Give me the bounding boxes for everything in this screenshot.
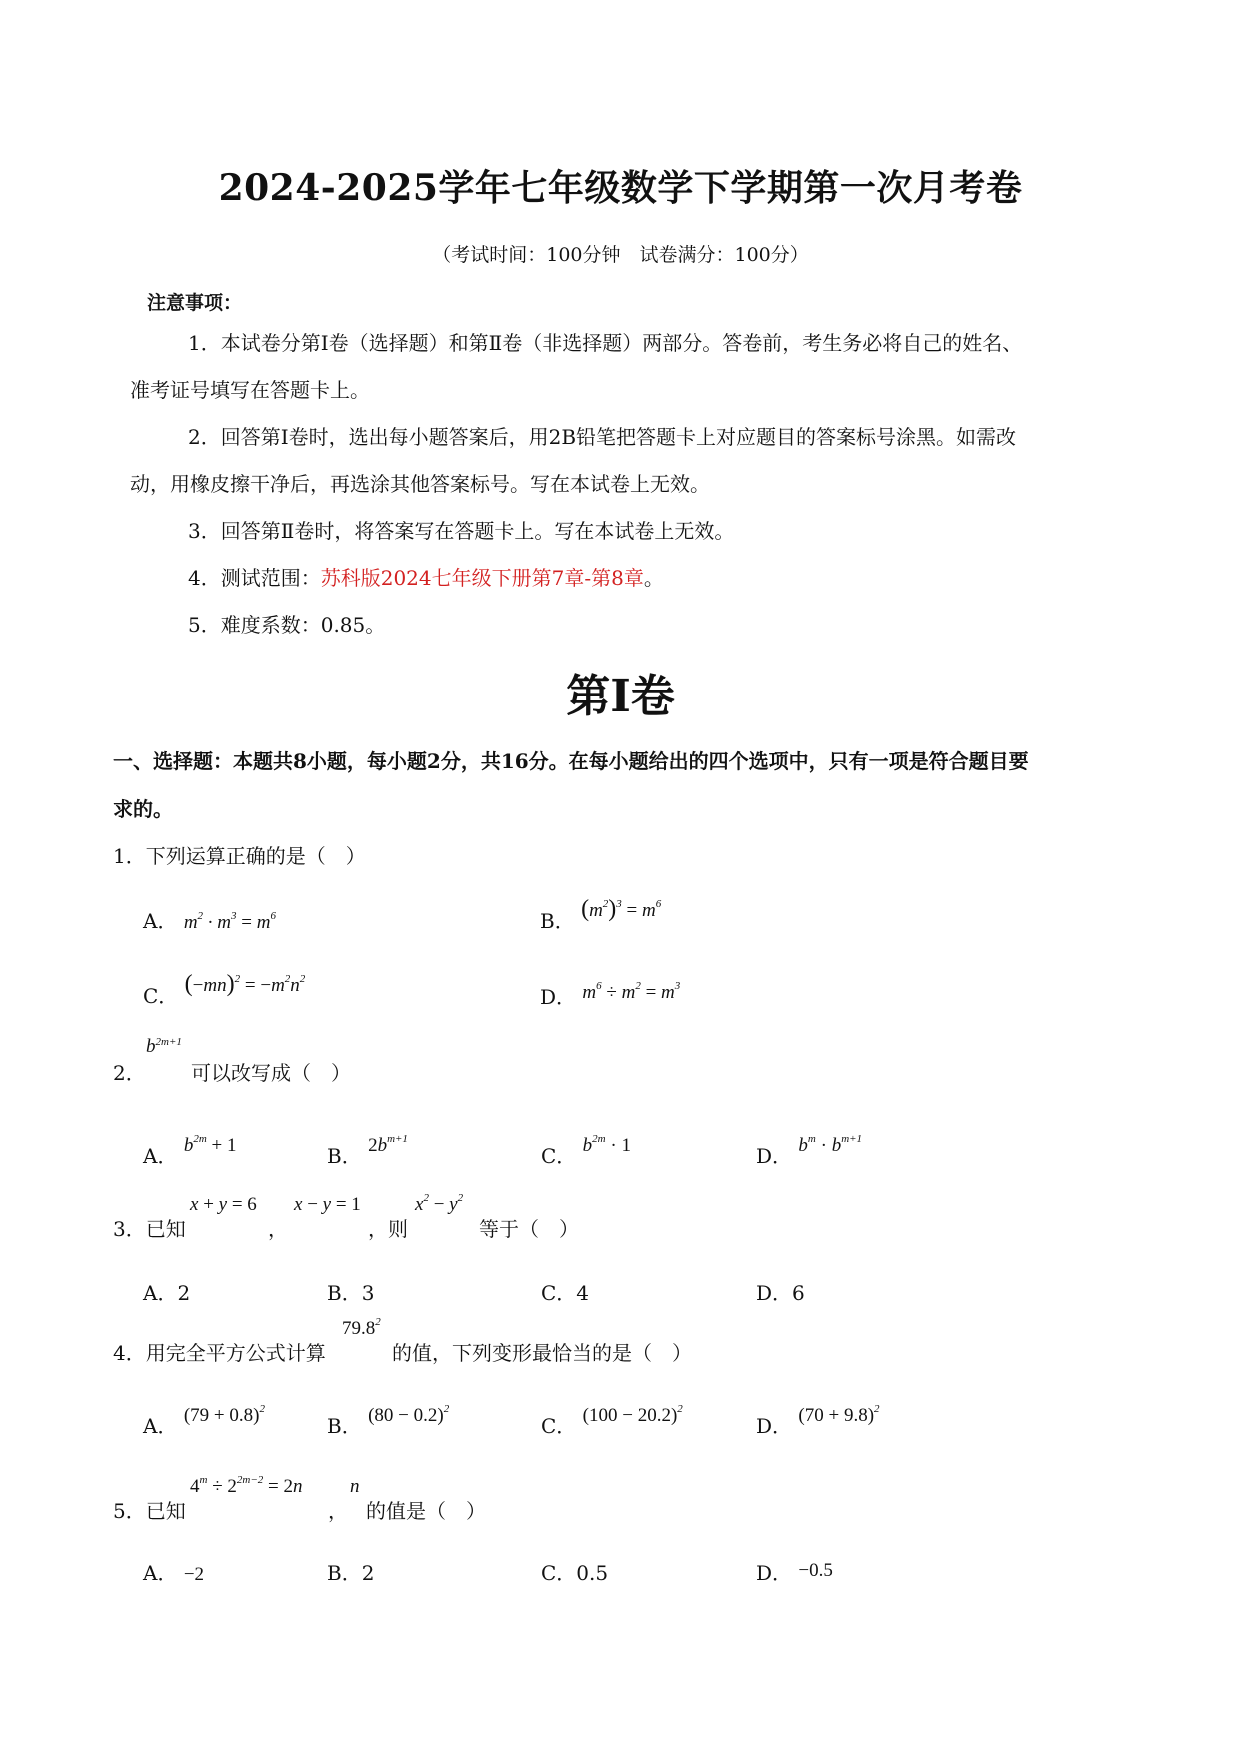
q4-option-b (327, 1398, 450, 1438)
q2-option-a-label: A． (143, 1144, 178, 1168)
q4-option-a-label: A． (143, 1414, 178, 1438)
q1-stem: 1．下列运算正确的是（ ） (113, 844, 366, 868)
q2-option-b-label: B． (327, 1144, 362, 1168)
q1-option-d-label: D． (540, 985, 577, 1009)
q3-prefix: 3．已知 (113, 1217, 186, 1241)
section-heading-line-2: 求的。 (113, 797, 173, 821)
q1-option-a (143, 905, 276, 934)
notes-heading: 注意事项： (147, 292, 243, 314)
q1-option-a-label: A． (143, 909, 178, 933)
q3-option-d: D．6 (756, 1281, 805, 1305)
q3-expression: $x^2 - y^2$ (415, 1192, 464, 1215)
q5-option-b: B．2 (327, 1561, 375, 1585)
q5-prefix: 5．已知 (113, 1499, 186, 1523)
q3-tail: 等于（ ） (479, 1217, 579, 1241)
q4-option-a-math: $(79 + 0.8)^2$ (183, 1403, 265, 1426)
q3-option-b: B．3 (327, 1281, 375, 1305)
q4-option-b-math: $(80 - 0.2)^2$ (368, 1403, 450, 1426)
test-scope: 苏科版2024七年级下册第7章-第8章 (320, 566, 644, 590)
q3-comma-2: ，则 (368, 1217, 408, 1241)
q2-option-d-label: D． (756, 1144, 793, 1168)
q1-option-b-label: B． (540, 909, 575, 933)
q2-option-c-label: C． (541, 1144, 577, 1168)
q5-option-d-math: −0.5 (798, 1560, 833, 1581)
q2-option-a-math: $b^{2m} + 1$ (183, 1133, 237, 1156)
q4-option-d-math: $(70 + 9.8)^2$ (798, 1403, 880, 1426)
q2-option-a (143, 1128, 237, 1168)
q1-option-d-math: $m^6 \div m^2 = m^3$ (582, 980, 681, 1003)
exam-title: 2024-2025学年七年级数学下学期第一次月考卷 (218, 167, 1023, 209)
note-4 (188, 563, 664, 593)
q3-option-a: A．2 (143, 1281, 191, 1305)
q1-option-a-math: $m^2 \cdot m^3 = m^6$ (183, 910, 276, 933)
q5-option-a (143, 1557, 204, 1586)
q1-option-c-math: $(-mn)^2 = -m^2n^2$ (184, 971, 306, 997)
note-4-suffix: 。 (643, 566, 664, 590)
q5-option-c: C．0.5 (541, 1561, 609, 1585)
q4-prefix: 4．用完全平方公式计算 (113, 1341, 326, 1365)
note-3: 3．回答第Ⅱ卷时，将答案写在答题卡上。写在本试卷上无效。 (188, 519, 735, 543)
note-2-line-2: 动，用橡皮擦干净后，再选涂其他答案标号。写在本试卷上无效。 (130, 472, 710, 496)
q4-option-c (541, 1398, 683, 1438)
q5-comma: ， (328, 1499, 348, 1523)
q4-option-d-label: D． (756, 1414, 793, 1438)
q2-option-c-math: $b^{2m} \cdot 1$ (582, 1133, 631, 1156)
note-5: 5．难度系数：0.85。 (188, 613, 386, 637)
q4-option-c-label: C． (541, 1414, 577, 1438)
q5-option-a-math: −2 (183, 1564, 205, 1585)
q2-option-b-math: $2b^{m+1}$ (368, 1133, 408, 1156)
section-heading-line-1: 一、选择题：本题共8小题，每小题2分，共16分。在每小题给出的四个选项中，只有一项是符合题目要 (113, 749, 1029, 773)
q4-option-c-math: $(100 - 20.2)^2$ (582, 1403, 683, 1426)
q4-option-a (143, 1398, 265, 1438)
q5-tail: 的值是（ ） (366, 1499, 486, 1523)
q4-option-d (756, 1398, 880, 1438)
q5-variable: n (350, 1476, 360, 1497)
q3-option-c: C．4 (541, 1281, 590, 1305)
q5-option-d (756, 1557, 833, 1586)
q2-option-d (756, 1128, 863, 1168)
q1-option-c-label: C． (143, 984, 179, 1008)
q4-expression: 79.8$^2$ (342, 1316, 381, 1339)
q5-option-a-label: A． (143, 1561, 178, 1585)
q2-num: 2． (113, 1061, 146, 1085)
q5-equation: $4^m \div 2^{2m-2} = 2n$ (190, 1474, 303, 1497)
q5-option-d-label: D． (756, 1561, 793, 1585)
q3-comma-1: ， (268, 1217, 288, 1241)
q3-condition-2: x − y = 1 (294, 1194, 361, 1215)
note-1-line-2: 准考证号填写在答题卡上。 (130, 378, 370, 402)
q1-option-d (540, 975, 681, 1009)
q1-option-b (540, 893, 662, 933)
q2-option-c (541, 1128, 631, 1168)
q2-option-b (327, 1128, 408, 1168)
q2-option-d-math: $b^m \cdot b^{m+1}$ (798, 1133, 863, 1156)
section-title: 第Ⅰ卷 (566, 671, 675, 722)
q1-option-c (143, 968, 306, 1008)
note-4-prefix: 4．测试范围： (188, 566, 321, 590)
note-1-line-1: 1．本试卷分第Ⅰ卷（选择题）和第Ⅱ卷（非选择题）两部分。答卷前，考生务必将自己的姓名、 (188, 331, 1023, 355)
q4-option-b-label: B． (327, 1414, 362, 1438)
q3-condition-1: x + y = 6 (190, 1194, 257, 1215)
q1-option-b-math: $(m^2)^3 = m^6$ (581, 896, 662, 922)
note-2-line-1: 2．回答第Ⅰ卷时，选出每小题答案后，用2B铅笔把答题卡上对应题目的答案标号涂黑。如需改 (188, 425, 1017, 449)
q2-stem-tail: 可以改写成（ ） (191, 1061, 351, 1085)
q4-tail: 的值，下列变形最恰当的是（ ） (392, 1341, 692, 1365)
exam-subtitle: （考试时间：100分钟 试卷满分：100分） (432, 244, 809, 266)
q2-expression: $b^{2m+1}$ (146, 1036, 182, 1057)
